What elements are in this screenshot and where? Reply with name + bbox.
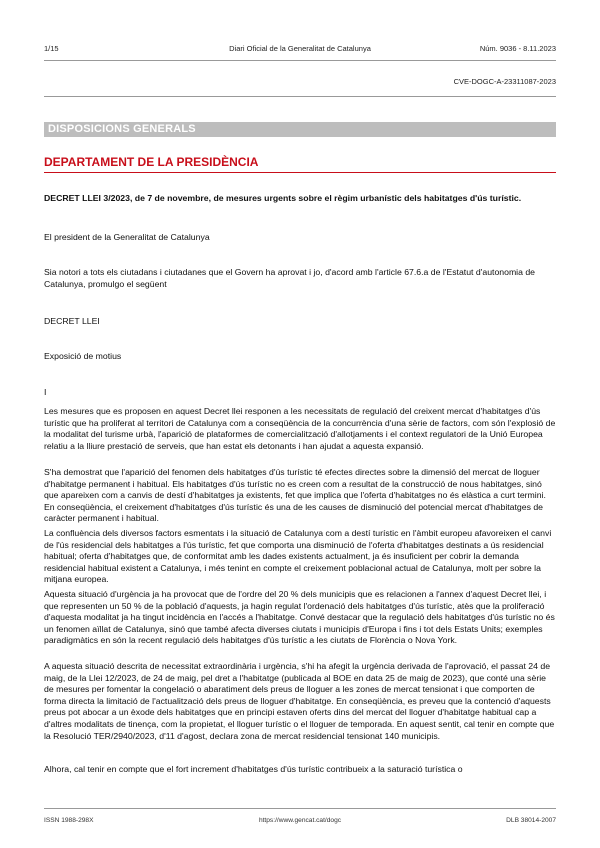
paragraph: La confluència dels diversos factors esmentats i la situació de Catalunya com a destí turístic en l'àmbit europeu afavoreixen el canvi de l'ús residencial dels habitatges a l'ús turístic, fet que comporta una disminució de l'oferta d'habitatges destinats a ús residencial habitual; oferta d'habitatges que, de conformitat amb les dades existents actualment, ja és insuficient per cobrir la demanda residencial habitual existent a Catalunya, i més tenint en compte el creixement poblacional actual de Catalunya, molt per sobre la mitjana europea. xyxy=(44,528,552,585)
journal-name: Diari Oficial de la Generalitat de Catalunya xyxy=(229,44,371,53)
paragraph: Aquesta situació d'urgència ja ha provocat que de l'ordre del 20 % dels municipis que es relacionen a l'annex d'aquest Decret llei, i que representen un 50 % de la població d'aquests, ja hagin regulat l'ordenació dels habitatges d'ús turístic, atès que la proliferació d'aquesta modalitat ja ha tingut incidència en l'accés a l'habitatge. Convé destacar que la regulació dels habitatges d'ús turístic no és un fenomen aïllat de Catalunya, sinó que també afecta diverses ciutats i municipis d'Europa i fins i tot dels Estats Units; exemples paradigmàtics en són la recent regulació dels habitatges d'ús turístic a les ciutats de Florència o Nova York. xyxy=(44,589,555,646)
president-line: El president de la Generalitat de Catalunya xyxy=(44,232,210,242)
paragraph: S'ha demostrat que l'aparició del fenomen dels habitatges d'ús turístic té efectes directes sobre la dimensió del mercat de lloguer d'habitatge permanent i habitual. Els habitatges d'ús turístic no es creen com a resultat de la construcció de nous habitatges, sinó que apareixen com a canvis de destí d'habitatges ja existents, fet que implica que l'oferta d'habitatges no és elàstica a curt termini. En conseqüència, el creixement d'habitatges d'ús turístic és una de les causes de disminució del potencial mercat d'habitatges de caràcter permanent i habitual. xyxy=(44,467,546,524)
section-title: DISPOSICIONS GENERALS xyxy=(48,123,196,135)
page-number: 1/15 xyxy=(44,44,59,53)
decree-label: DECRET LLEI xyxy=(44,316,100,326)
promulgation-text: Sia notori a tots els ciutadans i ciutadanes que el Govern ha aprovat i jo, d'acord amb l'article 67.6.a de l'Estatut d'autonomia de Catalunya, promulgo el següent xyxy=(44,267,536,289)
department-divider xyxy=(44,172,556,173)
section-banner xyxy=(44,122,556,137)
cve-code: CVE-DOGC-A-23311087-2023 xyxy=(453,77,556,86)
issn: ISSN 1988-298X xyxy=(44,817,94,824)
department-heading: DEPARTAMENT DE LA PRESIDÈNCIA xyxy=(44,155,259,169)
exposition-heading: Exposició de motius xyxy=(44,351,122,361)
cve-divider xyxy=(44,96,556,97)
footer-divider xyxy=(44,808,556,809)
roman-numeral-heading: I xyxy=(44,387,47,397)
decree-title: DECRET LLEI 3/2023, de 7 de novembre, de mesures urgents sobre el règim urbanístic dels habitatges d'ús turístic. xyxy=(44,193,522,203)
paragraph: Alhora, cal tenir en compte que el fort increment d'habitatges d'ús turístic contribueix a la saturació turística o xyxy=(44,764,463,774)
header-divider xyxy=(44,60,556,61)
paragraph: Les mesures que es proposen en aquest Decret llei responen a les necessitats de regulació del creixent mercat d'habitatges d'ús turístic que ha proliferat al territori de Catalunya com a conseqüència de la concurrència d'una sèrie de factors, com són l'explosió de la modalitat del turisme urbà, l'aparició de plataformes de comercialització d'allotjaments i el context regulatori de la Unió Europea relatiu a la lliure prestació de serveis, que han estat els detonants i han ajudat a aquesta expansió. xyxy=(44,406,556,451)
website-link[interactable]: https://www.gencat.cat/dogc xyxy=(258,817,342,824)
paragraph: A aquesta situació descrita de necessitat extraordinària i urgència, s'hi ha afegit la urgència derivada de l'aprovació, el passat 24 de maig, de la Llei 12/2023, de 24 de maig, pel dret a l'habitatge (publicada al BOE en data 25 de maig de 2023), que conté una sèrie de mesures per fomentar la congelació o abaratiment dels preus de lloguer a les zones de mercat tensionat i que comporten de forma directa la limitació de l'actualització dels preus de lloguer d'habitatge. En conseqüència, es preveu que la contenció d'aquests preus pot abocar a un èxode dels habitatges que en principi estaven oferts dins del mercat del lloguer d'habitatge habitual cap a d'altres modalitats de tinença, com la propietat, el lloguer turístic o el lloguer de temporada. En aquest sentit, cal tenir en compte que la Resolució TER/2940/2023, d'11 d'agost, declara zona de mercat residencial tensionat 140 municipis. xyxy=(44,661,555,741)
issue-date: Núm. 9036 - 8.11.2023 xyxy=(479,44,556,53)
legal-deposit: DLB 38014-2007 xyxy=(506,817,556,824)
